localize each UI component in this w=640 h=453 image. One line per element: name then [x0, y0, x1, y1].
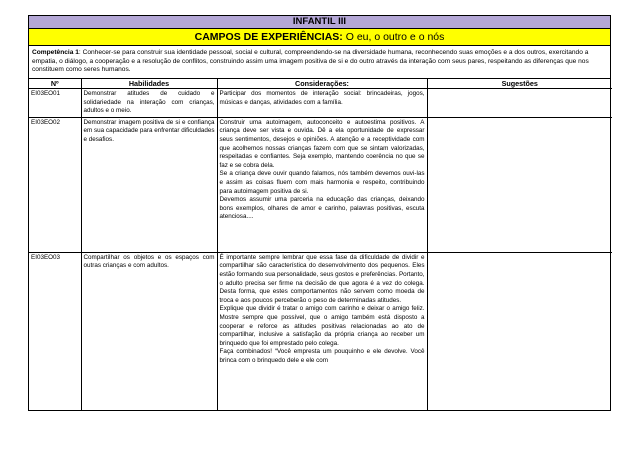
row-sugestoes [427, 117, 612, 252]
table-header-row [29, 79, 612, 89]
skills-table [29, 79, 612, 410]
competencia-text: : Conhecer-se para construir sua identidade pessoal, social e cultural, compreendendo-se na diversidade humana, reconhecendo suas emoções e a dos outros, exercitando a empatia, o diálogo, a cooperação e a resolução de conflitos, construindo assim uma imagem positiva de si e do outro através da interação com seus pares, respeitando as diferenças que nos constituem como seres humanos. [32, 49, 589, 74]
row-consideracoes [217, 89, 427, 118]
row-code: EI03EO01 [29, 89, 81, 118]
table-row [29, 117, 612, 252]
consideracao-paragraph: Se a criança deve ouvir quando falamos, nós também devemos ouvi-las e assim as coisas fluem com mais harmonia e respeito, contribuindo para autoimagem positiva de si. [219, 170, 425, 195]
row-sugestoes [427, 89, 612, 118]
consideracao-paragraph: Faça combinados! “Você empresta um pouquinho e ele devolve. Você brinca com o brinquedo dele e ele com [219, 348, 425, 364]
competencia-label: Competência 1 [32, 49, 79, 56]
header-sugestoes: Sugestões [427, 79, 612, 89]
row-code: EI03EO02 [29, 117, 81, 252]
row-consideracoes [217, 117, 427, 252]
campos-header [29, 29, 610, 46]
row-habilidade: Compartilhar os objetos e os espaços com outras crianças e com adultos. [81, 252, 217, 410]
consideracao-paragraph: Participar dos momentos de interação social: brincadeiras, jogos, músicas e danças, atividades com a família. [219, 90, 425, 106]
page-title: INFANTIL III [29, 16, 610, 29]
row-consideracoes [217, 252, 427, 410]
competencia-block [29, 46, 610, 79]
consideracao-paragraph: Construir uma autoimagem, autoconceito e autoestima positivos. A criança deve ser vista e ouvida. Dê a ela oportunidade de expressar seus sentimentos, desejos e opiniões. A atenção e a receptividade com que acolhemos nossas crianças fazem com que se sintam valorizadas, respeitadas e confiantes. Seja exemplo, mantendo coerência no que se faz e se cobra dela. [219, 118, 425, 169]
document-page [28, 15, 611, 411]
consideracao-paragraph: Devemos assumir uma parceria na educação das crianças, deixando bons exemplos, olhares de amor e carinho, palavras positivas, escuta atenciosa.... [219, 196, 425, 221]
consideracao-paragraph: Explique que dividir é tratar o amigo com carinho e deixar o amigo feliz. Mostre sempre que possível, que o amigo também está disposto a cooperar e reforce as atitudes positivas relacionadas ao ato de compartilhar, inclusive a satisfação da própria criança ao receber um brinquedo que foi emprestado pelo colega. [219, 305, 425, 347]
consideracao-paragraph: É importante sempre lembrar que essa fase da dificuldade de dividir e compartilhar são característica do desenvolvimento dos pequenos. Eles estão formando sua personalidade, seus gostos e preferências. Portanto, o adulto precisa ser firme na decisão de que agora é a vez do colega. Desta forma, que estes comportamentos não servem como moeda de troca e aos poucos perceberão o peso de determinadas atitudes. [219, 253, 425, 304]
row-sugestoes [427, 252, 612, 410]
header-habilidades: Habilidades [81, 79, 217, 89]
row-habilidade: Demonstrar imagem positiva de si e confiança em sua capacidade para enfrentar dificuldades e desafios. [81, 117, 217, 252]
row-habilidade: Demonstrar atitudes de cuidado e solidariedade na interação com crianças, adultos e o meio. [81, 89, 217, 118]
header-consideracoes: Considerações: [217, 79, 427, 89]
table-row [29, 252, 612, 410]
campos-value: O eu, o outro e o nós [342, 31, 445, 43]
header-numero: Nº [29, 79, 81, 89]
row-code: EI03EO03 [29, 252, 81, 410]
campos-label: CAMPOS DE EXPERIÊNCIAS: [194, 31, 343, 43]
table-row [29, 89, 612, 118]
